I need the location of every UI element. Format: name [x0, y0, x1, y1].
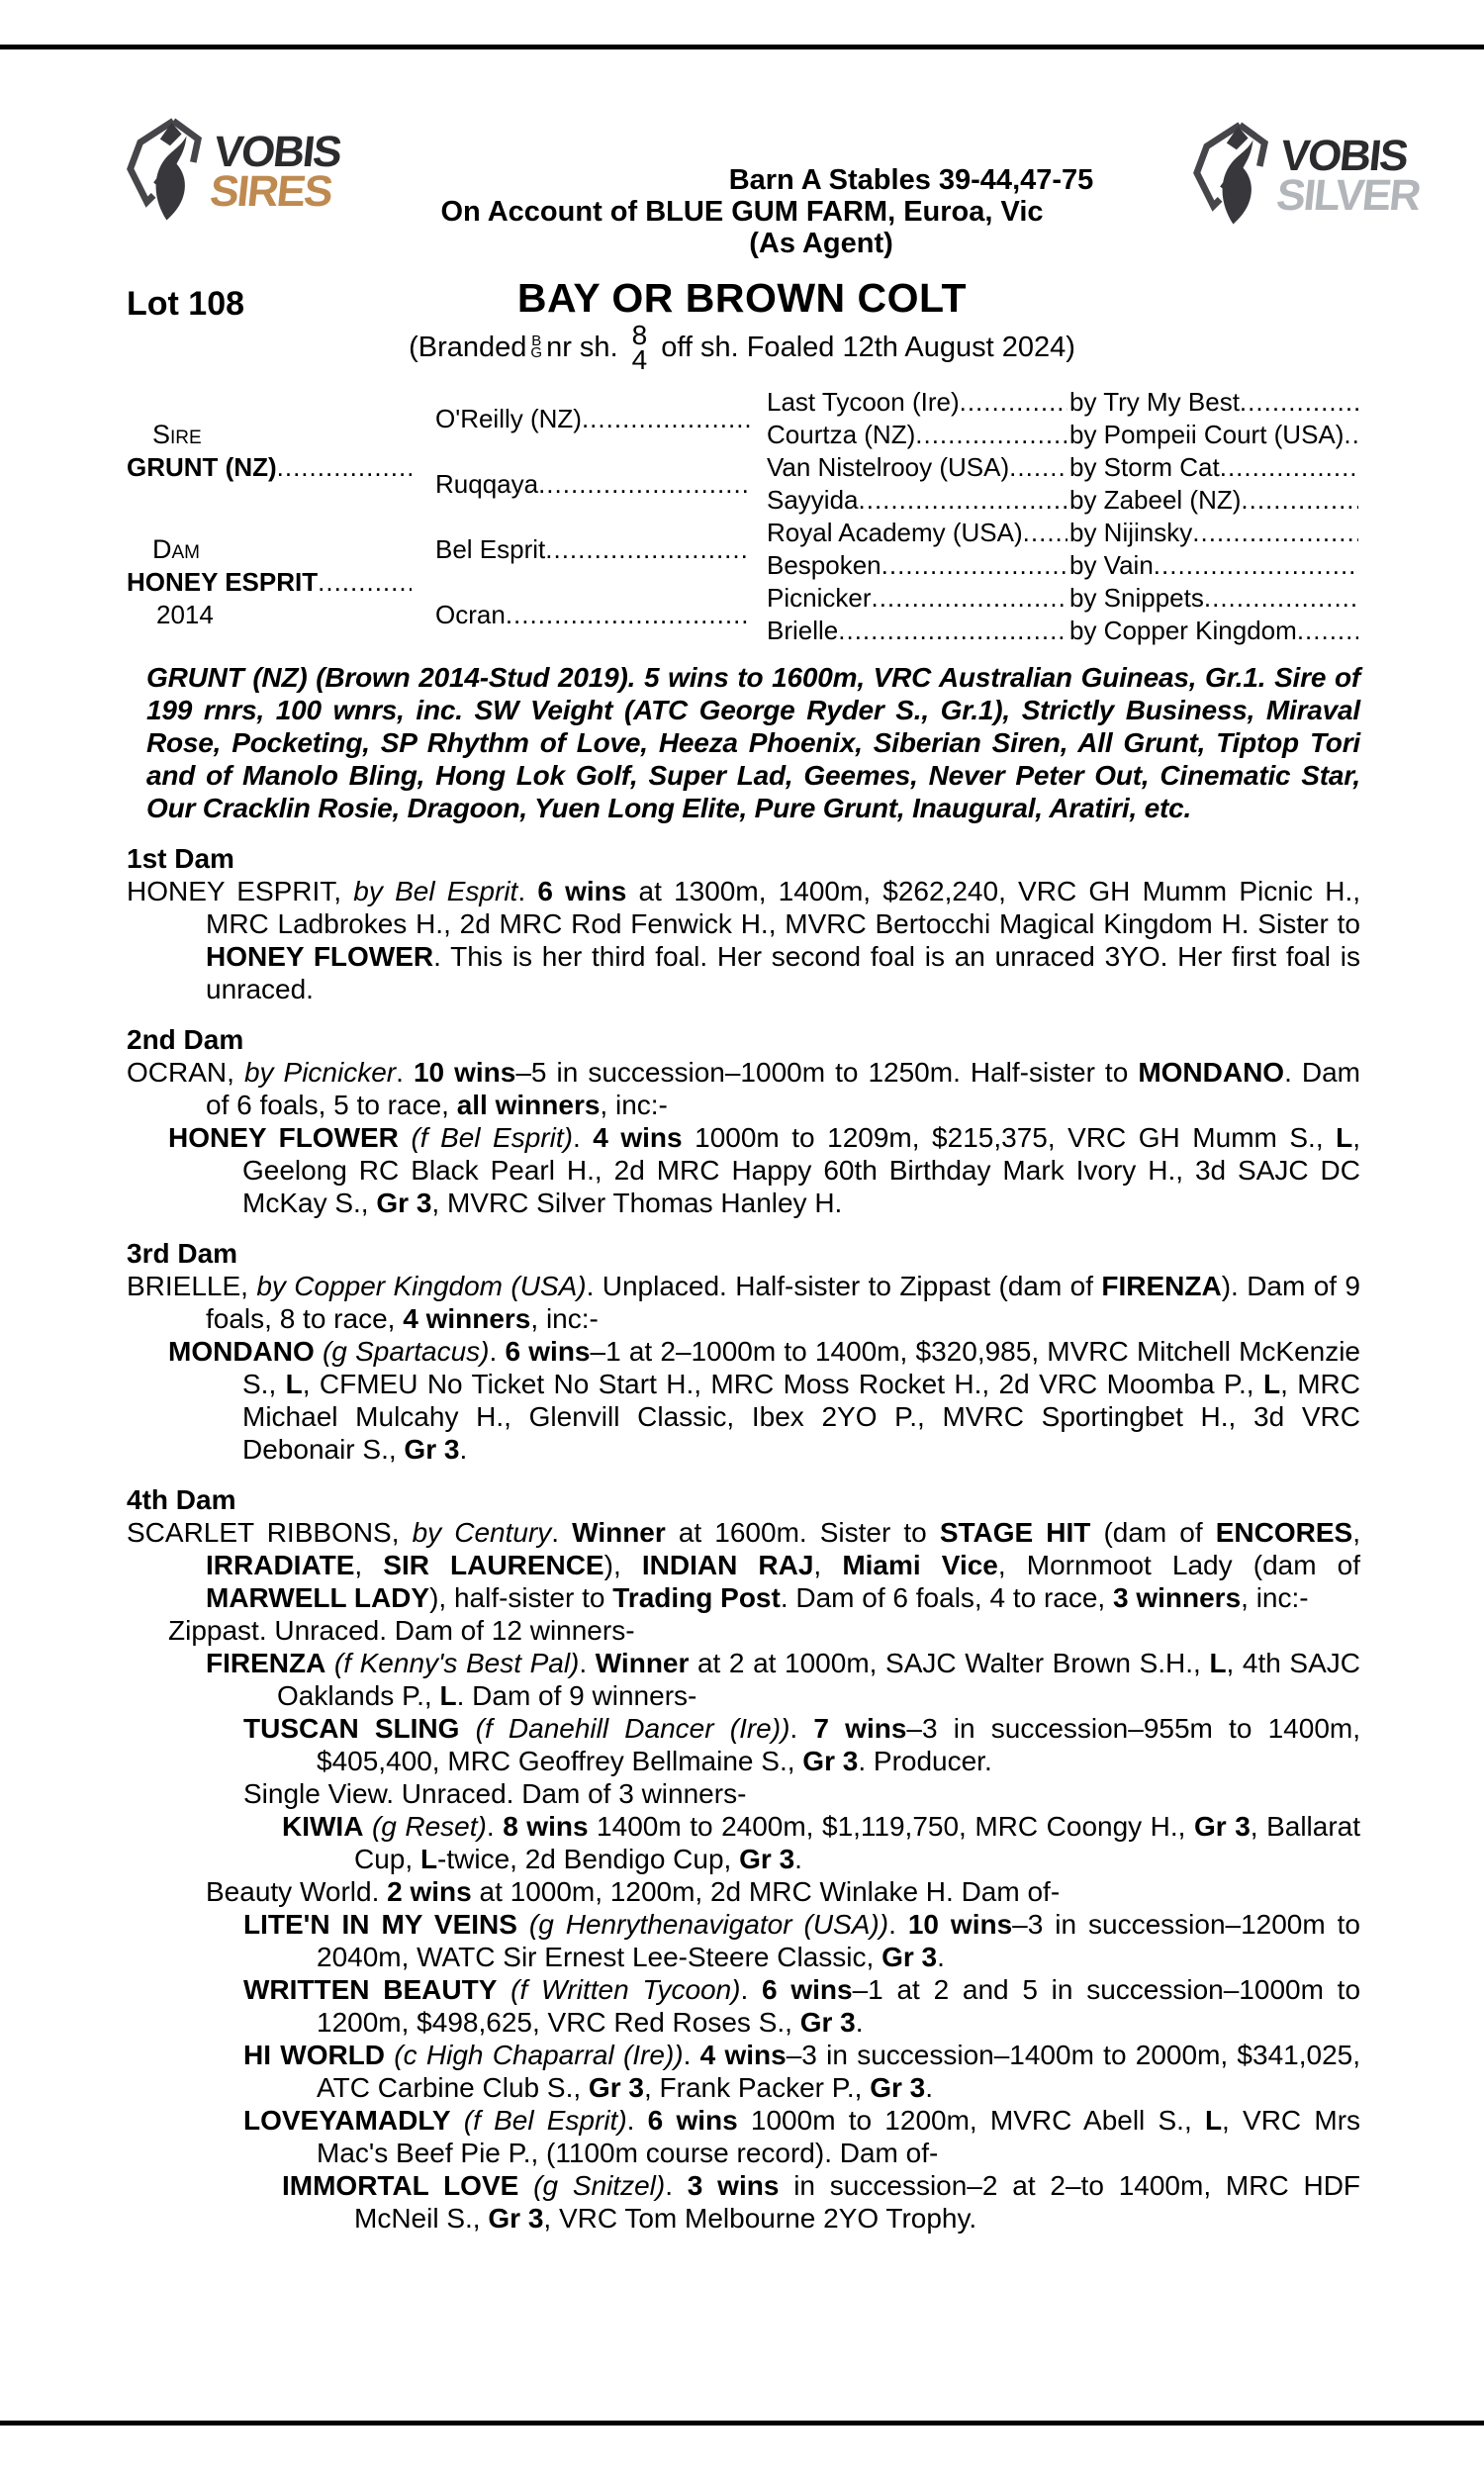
dot-leader — [1023, 518, 1067, 548]
gen3-sire-cell — [1069, 582, 1360, 615]
gen3-name: Picnicker — [767, 583, 872, 613]
dot-leader — [915, 420, 1067, 450]
agent-line: (As Agent) — [749, 228, 893, 259]
top-rule — [0, 45, 1484, 49]
dot-leader — [506, 600, 751, 630]
gen3-name-cell — [767, 419, 1069, 451]
sire-name-line — [127, 451, 435, 484]
dot-leader — [318, 566, 412, 599]
first-dam-section — [127, 842, 1360, 1005]
horse-entry-paragraph: KIWIA (g Reset). 8 wins 1400m to 2400m, $1,119,750, MRC Coongy H., Gr 3, Ballarat Cup, L-twice, 2d Bendigo Cup, Gr 3. — [282, 1811, 1361, 1874]
section-heading: 1st Dam — [127, 843, 234, 874]
gen3-sire-cell — [1069, 484, 1360, 517]
gen3-sire: by Nijinsky — [1069, 518, 1193, 547]
brand-letter-top: B — [531, 332, 542, 349]
gen3-sire: by Try My Best — [1069, 387, 1240, 417]
gen3-name-cell — [767, 451, 1069, 484]
gen2-name: Ruqqaya — [435, 468, 539, 499]
horse-entry-paragraph: WRITTEN BEAUTY (f Written Tycoon). 6 wins–1 at 2 and 5 in succession–1000m to 1200m, $498,625, VRC Red Roses S., Gr 3. — [243, 1974, 1361, 2038]
dot-leader — [1009, 452, 1067, 483]
gen3-sire-cell — [1069, 451, 1360, 484]
dot-leader — [1344, 420, 1358, 450]
gen2-name: Ocran — [435, 599, 506, 629]
gen2-cell — [435, 451, 767, 517]
gen3-sire: by Zabeel (NZ) — [1069, 485, 1242, 515]
dot-leader — [838, 616, 1067, 646]
dot-leader — [277, 451, 412, 484]
gen3-name: Royal Academy (USA) — [767, 518, 1023, 547]
horse-entry-paragraph: LITE'N IN MY VEINS (g Henrythenavigator (USA)). 10 wins–3 in succession–1200m to 2040m, WATC Sir Ernest Lee-Steere Classic, Gr 3. — [243, 1909, 1361, 1972]
dot-leader — [881, 550, 1067, 581]
pedigree-table — [127, 386, 1360, 647]
branded-suffix: off sh. Foaled 12th August 2024) — [661, 331, 1075, 363]
gen2-cell — [435, 517, 767, 582]
horse-entry-paragraph: TUSCAN SLING (f Danehill Dancer (Ire)). 7 wins–3 in succession–955m to 1400m, $405,400, MRC Geoffrey Bellmaine S., Gr 3. Producer. — [243, 1713, 1361, 1776]
dot-leader — [1204, 583, 1358, 614]
dot-leader — [538, 469, 751, 500]
gen3-name: Bespoken — [767, 550, 881, 580]
dot-leader — [1220, 452, 1358, 483]
gen3-name: Courtza (NZ) — [767, 420, 916, 449]
logo-word-vobis: VOBIS — [212, 128, 343, 176]
horse-entry-paragraph: Single View. Unraced. Dam of 3 winners- — [243, 1778, 747, 1809]
page-title: BAY OR BROWN COLT — [516, 275, 968, 321]
horse-entry-paragraph: IMMORTAL LOVE (g Snitzel). 3 wins in succession–2 at 2–to 1400m, MRC HDF McNeil S., Gr 3, VRC Tom Melbourne 2YO Trophy. — [282, 2170, 1361, 2234]
section-heading: 3rd Dam — [127, 1238, 238, 1269]
sire-name: GRUNT (NZ) — [127, 452, 277, 482]
barn-line: Barn A Stables 39-44,47-75 — [728, 164, 1094, 196]
dot-leader — [1192, 518, 1358, 548]
near-shoulder-brand-mark — [530, 332, 543, 361]
dot-leader — [545, 534, 751, 565]
dot-leader — [859, 485, 1068, 516]
off-shoulder-brand-mark — [631, 320, 648, 375]
consignor-block — [0, 164, 1484, 259]
dam-label-cell — [127, 517, 435, 647]
third-dam-section — [127, 1237, 1360, 1466]
gen3-name: Sayyida — [767, 485, 859, 515]
dam-name-line — [127, 566, 435, 599]
second-dam-section — [127, 1023, 1360, 1219]
horse-entry-paragraph: LOVEYAMADLY (f Bel Esprit). 6 wins 1000m to 1200m, MVRC Abell S., L, VRC Mrs Mac's Beef Pie P., (1100m course record). Dam of- — [243, 2105, 1361, 2168]
content-column — [127, 386, 1360, 2235]
gen3-sire-cell — [1069, 549, 1360, 582]
brand-letter-bottom: G — [530, 344, 543, 361]
gen3-name-cell — [767, 517, 1069, 549]
logo-word-silver: SILVER — [1274, 171, 1422, 220]
dot-leader — [960, 387, 1067, 418]
sire-role-label: Sire — [152, 420, 202, 449]
gen3-name-cell — [767, 615, 1069, 647]
horse-entry-paragraph: HONEY FLOWER (f Bel Esprit). 4 wins 1000m to 1209m, $215,375, VRC GH Mumm S., L, Geelong RC Black Pearl H., 2d MRC Happy 60th Birthday Mark Ivory H., 3d SAJC DC McKay S., Gr 3, MVRC Silver Thomas Hanley H. — [168, 1122, 1361, 1218]
dam-role-label: Dam — [152, 533, 200, 564]
gen3-name: Last Tycoon (Ire) — [767, 387, 960, 417]
fourth-dam-section — [127, 1483, 1360, 2235]
branded-prefix: (Branded — [409, 331, 527, 363]
dot-leader — [1240, 387, 1358, 418]
gen3-name-cell — [767, 549, 1069, 582]
gen3-name: Brielle — [767, 616, 839, 645]
dot-leader — [582, 404, 751, 434]
gen3-sire: by Copper Kingdom — [1069, 616, 1297, 645]
horse-entry-paragraph: HI WORLD (c High Chaparral (Ire)). 4 wins–3 in succession–1400m to 2000m, $341,025, ATC Carbine Club S., Gr 3, Frank Packer P., Gr 3. — [243, 2040, 1361, 2103]
dot-leader — [1154, 550, 1358, 581]
dot-leader — [1241, 485, 1358, 516]
gen2-cell — [435, 582, 767, 647]
bottom-rule — [0, 2421, 1484, 2426]
gen3-sire-cell — [1069, 615, 1360, 647]
logo-word-vobis: VOBIS — [1278, 132, 1410, 180]
gen3-name: Van Nistelrooy (USA) — [767, 452, 1010, 482]
dam-paragraph: SCARLET RIBBONS, by Century. Winner at 1600m. Sister to STAGE HIT (dam of ENCORES, IRRADIATE, SIR LAURENCE), INDIAN RAJ, Miami Vice, Mornmoot Lady (dam of MARWELL LADY), half-sister to Trading Post. Dam of 6 foals, 4 to race, 3 winners, inc:- — [127, 1517, 1360, 1613]
gen3-sire: by Storm Cat — [1069, 452, 1220, 482]
gen3-sire-cell — [1069, 419, 1360, 451]
sire-label-cell — [127, 386, 435, 517]
brand-number-top: 8 — [631, 320, 648, 350]
gen3-sire: by Pompeii Court (USA) — [1069, 420, 1345, 449]
section-heading: 4th Dam — [127, 1484, 236, 1515]
lot-number: Lot 108 — [127, 285, 245, 323]
section-heading: 2nd Dam — [127, 1024, 244, 1055]
logo-word-sires: SIRES — [208, 167, 334, 216]
dam-name: HONEY ESPRIT — [127, 566, 319, 597]
gen3-name-cell — [767, 484, 1069, 517]
gen3-sire-cell — [1069, 386, 1360, 419]
dam-paragraph: BRIELLE, by Copper Kingdom (USA). Unplaced. Half-sister to Zippast (dam of FIRENZA). Dam of 9 foals, 8 to race, 4 winners, inc:- — [127, 1271, 1360, 1334]
brand-number-bottom: 4 — [631, 344, 648, 375]
branded-line — [0, 320, 1484, 375]
sire-summary-paragraph: GRUNT (NZ) (Brown 2014-Stud 2019). 5 wins to 1600m, VRC Australian Guineas, Gr.1. Sire of 199 rnrs, 100 wnrs, inc. SW Veight (ATC George Ryder S., Gr.1), Strictly Business, Miraval Rose, Pocketing, SP Rhythm of Love, Heeza Phoenix, Siberian Siren, All Grunt, Tiptop Tori and of Manolo Bling, Hong Lok Golf, Super Lad, Geemes, Never Peter Out, Cinematic Star, Our Cracklin Rosie, Dragoon, Yuen Long Elite, Pure Grunt, Inaugural, Aratiri, etc. — [146, 662, 1360, 823]
account-line: On Account of BLUE GUM FARM, Euroa, Vic — [440, 196, 1044, 228]
gen2-cell — [435, 386, 767, 451]
dot-leader — [871, 583, 1067, 614]
gen2-name: O'Reilly (NZ) — [435, 403, 582, 433]
dam-foaling-year: 2014 — [156, 599, 214, 629]
dam-paragraph: HONEY ESPRIT, by Bel Esprit. 6 wins at 1300m, 1400m, $262,240, VRC GH Mumm Picnic H., MRC Ladbrokes H., 2d MRC Rod Fenwick H., MVRC Bertocchi Magical Kingdom H. Sister to HONEY FLOWER. This is her third foal. Her second foal is an unraced 3YO. Her first foal is unraced. — [127, 876, 1361, 1004]
dam-paragraph: OCRAN, by Picnicker. 10 wins–5 in succession–1000m to 1250m. Half-sister to MONDANO. Dam of 6 foals, 5 to race, all winners, inc:- — [127, 1057, 1361, 1120]
horse-entry-paragraph: FIRENZA (f Kenny's Best Pal). Winner at 2 at 1000m, SAJC Walter Brown S.H., L, 4th SAJC Oaklands P., L. Dam of 9 winners- — [206, 1648, 1361, 1711]
gen2-name: Bel Esprit — [435, 533, 546, 564]
horse-entry-paragraph: Zippast. Unraced. Dam of 12 winners- — [168, 1615, 635, 1646]
gen3-name-cell — [767, 386, 1069, 419]
horse-entry-paragraph: Beauty World. 2 wins at 1000m, 1200m, 2d MRC Winlake H. Dam of- — [206, 1876, 1061, 1907]
gen3-sire: by Vain — [1069, 550, 1154, 580]
dot-leader — [1297, 616, 1358, 646]
gen3-sire-cell — [1069, 517, 1360, 549]
gen3-name-cell — [767, 582, 1069, 615]
gen3-sire: by Snippets — [1069, 583, 1204, 613]
near-shoulder-text: nr sh. — [546, 331, 618, 363]
horse-entry-paragraph: MONDANO (g Spartacus). 6 wins–1 at 2–1000m to 1400m, $320,985, MVRC Mitchell McKenzie S., L, CFMEU No Ticket No Start H., MRC Moss Rocket H., 2d VRC Moomba P., L, MRC Michael Mulcahy H., Glenvill Classic, Ibex 2YO P., MVRC Sportingbet H., 3d VRC Debonair S., Gr 3. — [168, 1336, 1361, 1465]
